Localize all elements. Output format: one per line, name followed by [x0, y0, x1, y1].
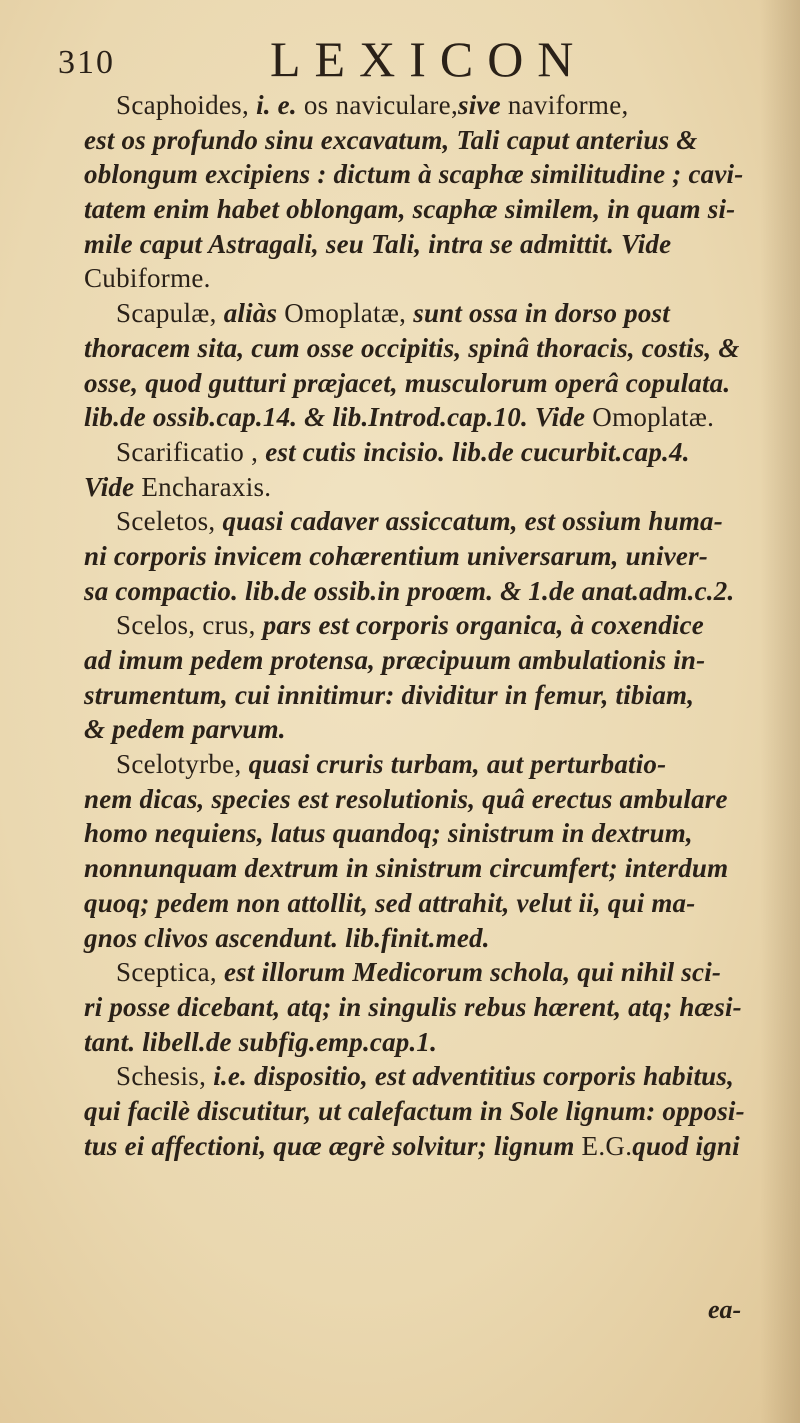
text-line — [84, 851, 774, 886]
italic-text: quoq; pedem non attollit, sed attrahit, velut ii, qui ma- — [84, 887, 696, 918]
italic-text: sunt ossa in dorso post — [413, 298, 670, 329]
text-line — [84, 296, 774, 331]
italic-text: gnos clivos ascendunt. lib.finit.med. — [84, 922, 490, 953]
roman-text: Scelotyrbe, — [116, 749, 249, 780]
text-line — [84, 261, 774, 296]
italic-text: tatem enim habet oblongam, scaphæ similem, in quam si- — [84, 194, 736, 225]
text-line — [84, 712, 774, 747]
italic-text: oblongum excipiens : dictum à scaphæ similitudine ; cavi- — [84, 159, 744, 190]
italic-text: pars est corporis organica, à coxendice — [262, 610, 704, 641]
roman-text: Encharaxis. — [134, 471, 272, 502]
roman-text: Cubiforme. — [84, 263, 211, 294]
text-line — [84, 782, 774, 817]
italic-text: est os profundo sinu excavatum, Tali caput anterius & — [84, 124, 698, 155]
italic-text: sive — [458, 90, 501, 120]
text-line — [84, 643, 774, 678]
italic-text: Vide — [84, 471, 135, 502]
text-line — [84, 955, 774, 990]
italic-text: est cutis incisio. lib.de cucurbit.cap.4. — [265, 436, 690, 467]
italic-text: osse, quod gutturi præjacet, musculorum operâ copulata. — [84, 367, 731, 398]
text-line — [84, 539, 774, 574]
italic-text: mile caput Astragali, seu Tali, intra se admittit. Vide — [84, 228, 672, 259]
italic-text: aliàs — [223, 298, 278, 329]
text-line — [84, 608, 774, 643]
roman-text: Scelos, crus, — [116, 610, 263, 641]
text-line — [84, 1129, 774, 1164]
italic-text: est illorum Medicorum schola, qui nihil sci- — [223, 957, 722, 988]
roman-text: Scapulæ, — [116, 298, 224, 329]
italic-text: qui facilè discutitur, ut calefactum in Sole lignum: opposi- — [84, 1095, 745, 1126]
roman-text: os naviculare, — [296, 90, 459, 120]
italic-text: tant. libell.de subfig.emp.cap.1. — [84, 1026, 438, 1057]
roman-text: E.G. — [581, 1130, 633, 1161]
text-line — [84, 157, 774, 192]
text-line — [84, 400, 774, 435]
italic-text: quod igni — [632, 1130, 740, 1161]
roman-text: Sceptica, — [116, 957, 224, 988]
roman-text: Omoplatæ, — [277, 298, 414, 329]
italic-text: quasi cadaver assiccatum, est ossium huma- — [222, 506, 723, 537]
roman-text: Omoplatæ. — [585, 402, 715, 433]
text-line — [84, 435, 774, 470]
text-line — [84, 574, 774, 609]
text-line — [84, 921, 774, 956]
italic-text: i. e. — [256, 90, 297, 120]
text-line — [84, 192, 774, 227]
text-line — [84, 504, 774, 539]
italic-text: thoracem sita, cum osse occipitis, spinâ thoracis, costis, & — [84, 332, 740, 363]
italic-text: & pedem parvum. — [84, 714, 286, 745]
text-line — [84, 227, 774, 262]
roman-text: Sceletos, — [116, 506, 223, 537]
text-line — [84, 470, 774, 505]
text-line — [84, 747, 774, 782]
italic-text: homo nequiens, latus quandoq; sinistrum in dextrum, — [84, 818, 693, 849]
italic-text: ni corporis invicem cohærentium universarum, univer- — [84, 540, 708, 571]
italic-text: i.e. dispositio, est adventitius corporis habitus, — [213, 1061, 735, 1092]
text-line — [84, 331, 774, 366]
text-line — [84, 678, 774, 713]
text-line — [84, 816, 774, 851]
text-line — [84, 1025, 774, 1060]
italic-text: nem dicas, species est resolutionis, quâ erectus ambulare — [84, 783, 728, 814]
text-line — [84, 88, 774, 123]
text-line — [84, 1059, 774, 1094]
running-title: LEXICON — [270, 31, 588, 87]
italic-text: tus ei affectioni, quæ ægrè solvitur; lignum — [84, 1130, 582, 1161]
italic-text: sa compactio. lib.de ossib.in proœm. & 1.de anat.adm.c.2. — [84, 575, 735, 606]
italic-text: lib.de ossib.cap.14. & lib.Introd.cap.10. Vide — [84, 402, 586, 433]
text-line — [84, 1094, 774, 1129]
italic-text: ad imum pedem protensa, præcipuum ambulationis in- — [84, 645, 706, 675]
roman-text: Scarificatio , — [116, 436, 266, 467]
roman-text: Scaphoides, — [116, 90, 257, 120]
italic-text: quasi cruris turbam, aut perturbatio- — [248, 749, 667, 780]
roman-text: Schesis, — [116, 1061, 214, 1092]
text-line — [84, 886, 774, 921]
page-number: 310 — [58, 44, 115, 81]
italic-text: strumentum, cui innitimur: dividitur in femur, tibiam, — [84, 679, 695, 710]
catchword: ea- — [708, 1295, 742, 1324]
roman-text: naviforme, — [500, 90, 629, 120]
text-line — [84, 366, 774, 401]
italic-text: nonnunquam dextrum in sinistrum circumfert; interdum — [84, 853, 729, 884]
page-header — [58, 30, 758, 86]
text-line — [84, 123, 774, 158]
text-line — [84, 990, 774, 1025]
italic-text: ri posse dicebant, atq; in singulis rebus hærent, atq; hæsi- — [84, 991, 742, 1022]
lexicon-text — [84, 88, 774, 1163]
